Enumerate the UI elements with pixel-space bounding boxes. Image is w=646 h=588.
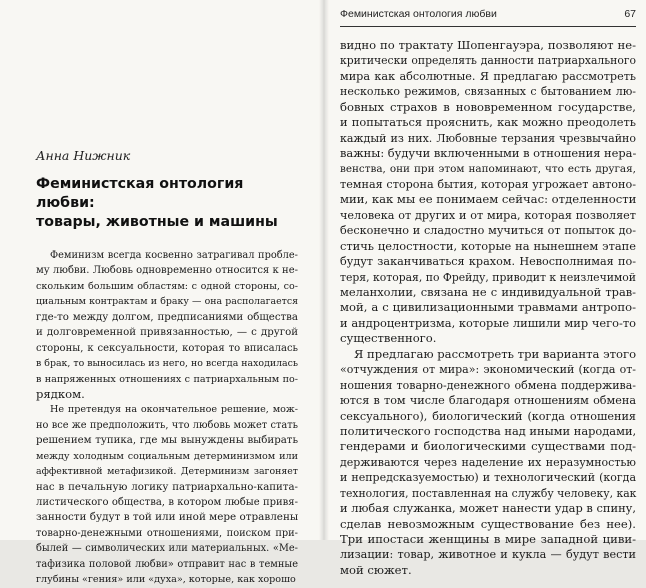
text-line: держиваются через наделение их неразумностью: [340, 455, 636, 469]
text-line: видно по трактату Шопенгауэра, позволяют не-: [340, 38, 636, 52]
text-line: Я предлагаю рассмотреть три варианта этого: [354, 346, 637, 361]
left-page: [0, 0, 320, 586]
text-line: каждый из них. Любовные терзания чрезвычайно: [340, 131, 636, 145]
text-line: бовных страхов в нововременном государстве,: [340, 99, 636, 114]
text-line: ношения товарно-денежного обмена поддержива-: [340, 378, 636, 392]
text-line: человека от других и от мира, которая позволяет: [340, 208, 636, 222]
text-line: Три ипостаси женщины в мире западной циви-: [340, 532, 636, 546]
page-number: 67: [624, 8, 636, 20]
text-line: тафизика половой любви» отправит нас в темные: [36, 558, 298, 570]
text-line: в брак, то выносилась из него, но всегда находилась: [36, 358, 298, 370]
text-line: мира как абсолютные. Я предлагаю рассмотреть: [340, 69, 636, 83]
text-line: листического общества, в котором любые привя-: [36, 497, 298, 508]
text-line: Не претендуя на окончательное решение, мож-: [50, 404, 298, 416]
text-line: глубины «гения» или «духа», которые, как хорошо: [36, 574, 296, 586]
text-line: сделав невозможным существование без нее).: [340, 516, 636, 531]
text-line: скольким большим областям: с одной стороны, со-: [36, 280, 298, 292]
text-line: и непредсказуемостью) и технологический (когда: [340, 471, 636, 485]
text-line: и долговременной привязанностью, — с другой: [36, 327, 298, 339]
text-line: мии, как мы ее понимаем сейчас: отделенности: [340, 192, 637, 207]
text-line: бесконечно и сладостно мучиться от попыток до-: [340, 224, 636, 238]
text-line: и попытаться прояснить, как можно преодолеть: [340, 115, 636, 130]
text-line: сексуального), биологический (когда отношения: [340, 409, 636, 423]
text-line: ются в том числе благодаря отношениям обмена: [340, 394, 636, 408]
right-body-text: [340, 38, 636, 578]
text-line: где-то между долгом, предписаниями общества: [36, 311, 298, 323]
text-line: будут заканчиваться крахом. Невосполнимая по-: [340, 255, 636, 269]
text-line: му любви. Любовь одновременно относится к не-: [36, 265, 298, 277]
text-line: венства, они при этом напоминают, что есть другая,: [340, 162, 636, 175]
text-line: технология, поставленная на службу человеку, как: [340, 486, 637, 500]
text-line: «отчуждения от мира»: экономический (когда от-: [340, 363, 636, 377]
text-line: мой сюжет.: [340, 562, 412, 577]
text-line: стичь целостности, которые на нынешнем этапе: [340, 238, 636, 253]
article-title: [36, 175, 298, 232]
text-line: между холодным социальным детерминизмом или: [36, 450, 298, 462]
text-line: теря, которая, по Фрейду, приводит к неизлечимой: [340, 270, 636, 284]
text-line: занности будут в той или иной мере отравлены: [36, 511, 299, 524]
text-line: лизации: товар, животное и кукла — будут вести: [340, 548, 636, 562]
text-line: решением тупика, где мы вынуждены выбирать: [36, 435, 298, 447]
article-title-line: товары, животные и машины: [36, 214, 278, 230]
text-line: темная сторона бытия, которая угрожает автоно-: [340, 177, 636, 191]
text-line: циальным контрактам и браку — она располагается: [36, 296, 298, 308]
article-author: Анна Нижник: [36, 148, 131, 163]
running-head-title: Феминистская онтология любви: [340, 8, 497, 20]
text-line: в напряженных отношениях с патриархальным по-: [36, 373, 298, 385]
text-line: былей — символических или материальных. «Ме-: [36, 543, 298, 555]
text-line: нас в печальную логику патриархально-капита-: [36, 481, 298, 493]
article-title-line: Феминистская онтология любви:: [36, 176, 244, 211]
text-line: критически определять данности патриархального: [340, 54, 636, 68]
text-line: Феминизм всегда косвенно затрагивал пробле-: [50, 250, 298, 261]
text-line: политического господства над иными народами,: [340, 423, 637, 438]
text-line: но все же предположить, что любовь может стать: [36, 419, 298, 431]
text-line: аффективной метафизикой. Детерминизм загоняет: [36, 466, 298, 478]
right-page: [326, 0, 646, 577]
text-line: гендерами и биологическими существами под-: [340, 439, 636, 454]
text-line: стороны, к сексуальности, которая то вписалась: [36, 342, 298, 354]
text-line: и любая служанка, может нанести удар в спину,: [340, 501, 636, 516]
text-line: важны: будучи включенными в отношения нера-: [340, 146, 637, 161]
left-body-text: [36, 248, 298, 588]
text-line: рядком.: [36, 386, 85, 401]
text-line: мой, а с цивилизационными травмами антропо-: [340, 300, 636, 315]
text-line: товарно-денежными отношениями, поиском при-: [36, 527, 298, 539]
running-head-rule: [340, 26, 636, 27]
text-line: меланхолии, связана не с индивидуальной трав-: [340, 285, 636, 299]
text-line: существенного.: [340, 331, 437, 346]
text-line: несколько режимов, связанных с бытованием лю-: [340, 85, 636, 99]
text-line: и андроцентризма, которые лишили мир чего-то: [340, 315, 636, 330]
